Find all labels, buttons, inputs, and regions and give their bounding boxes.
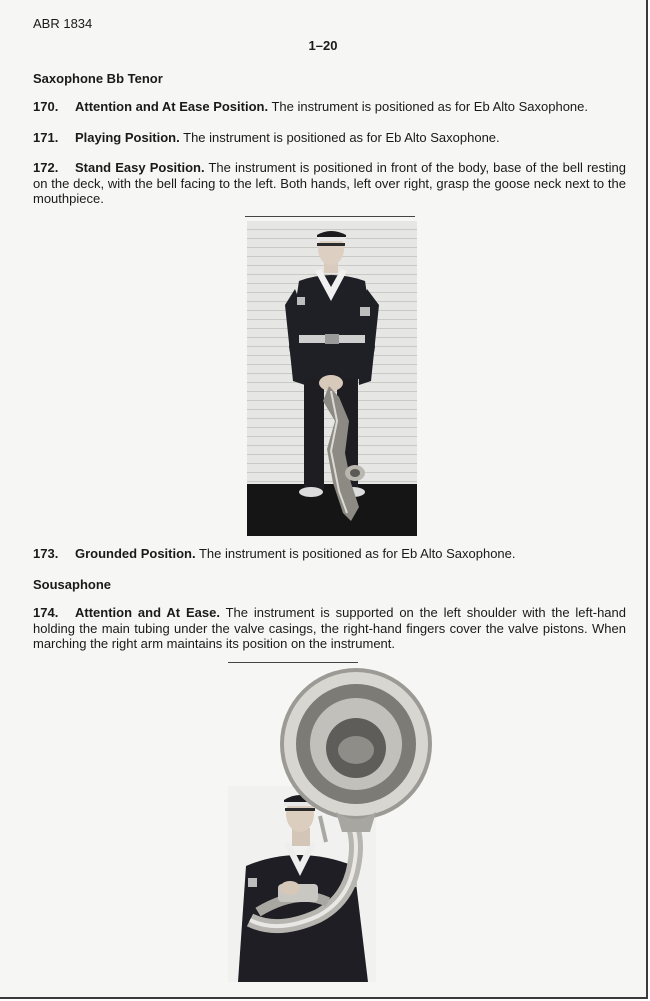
- divider-rule: [228, 662, 358, 663]
- paragraph-number: 171.: [33, 130, 59, 145]
- paragraph-173: [33, 546, 626, 562]
- paragraph-171: [33, 130, 626, 146]
- paragraph-number: 174.: [33, 605, 59, 620]
- paragraph-text: The instrument is positioned as for Eb Alto Saxophone.: [179, 130, 500, 145]
- paragraph-text: The instrument is positioned as for Eb Alto Saxophone.: [195, 546, 516, 561]
- paragraph-text: The instrument is positioned as for Eb Alto Saxophone.: [268, 99, 588, 114]
- paragraph-title: Attention and At Ease.: [75, 605, 220, 620]
- paragraph-174: [33, 605, 626, 652]
- paragraph-number: 170.: [33, 99, 59, 114]
- paragraph-text: The instrument is supported on the left shoulder with the left-hand holding the main tubing under the valve casings, the right-hand fingers cover the valve pistons. When marching the right arm maintains its position on the instrument.: [33, 605, 626, 651]
- saxophone-stand-easy-photo: [247, 221, 417, 536]
- paragraph-title: Grounded Position.: [75, 546, 196, 561]
- paragraph-title: Attention and At Ease Position.: [75, 99, 269, 114]
- paragraph-text: The instrument is positioned in front of the body, base of the bell resting on the deck, with the bell facing to the left. Both hands, left over right, grasp the goose neck next to the mouthpiece.: [33, 160, 626, 206]
- divider-rule: [245, 216, 415, 217]
- document-id: ABR 1834: [33, 16, 93, 31]
- page-number: 1–20: [308, 38, 338, 53]
- sousaphone-attention-photo: [228, 666, 438, 982]
- paragraph-170: [33, 99, 626, 115]
- paragraph-title: Stand Easy Position.: [75, 160, 205, 175]
- paragraph-number: 173.: [33, 546, 59, 561]
- section-heading-sousaphone: Sousaphone: [33, 577, 112, 592]
- section-heading-saxophone: Saxophone Bb Tenor: [33, 71, 163, 86]
- paragraph-172: [33, 160, 626, 207]
- paragraph-title: Playing Position.: [75, 130, 180, 145]
- paragraph-number: 172.: [33, 160, 59, 175]
